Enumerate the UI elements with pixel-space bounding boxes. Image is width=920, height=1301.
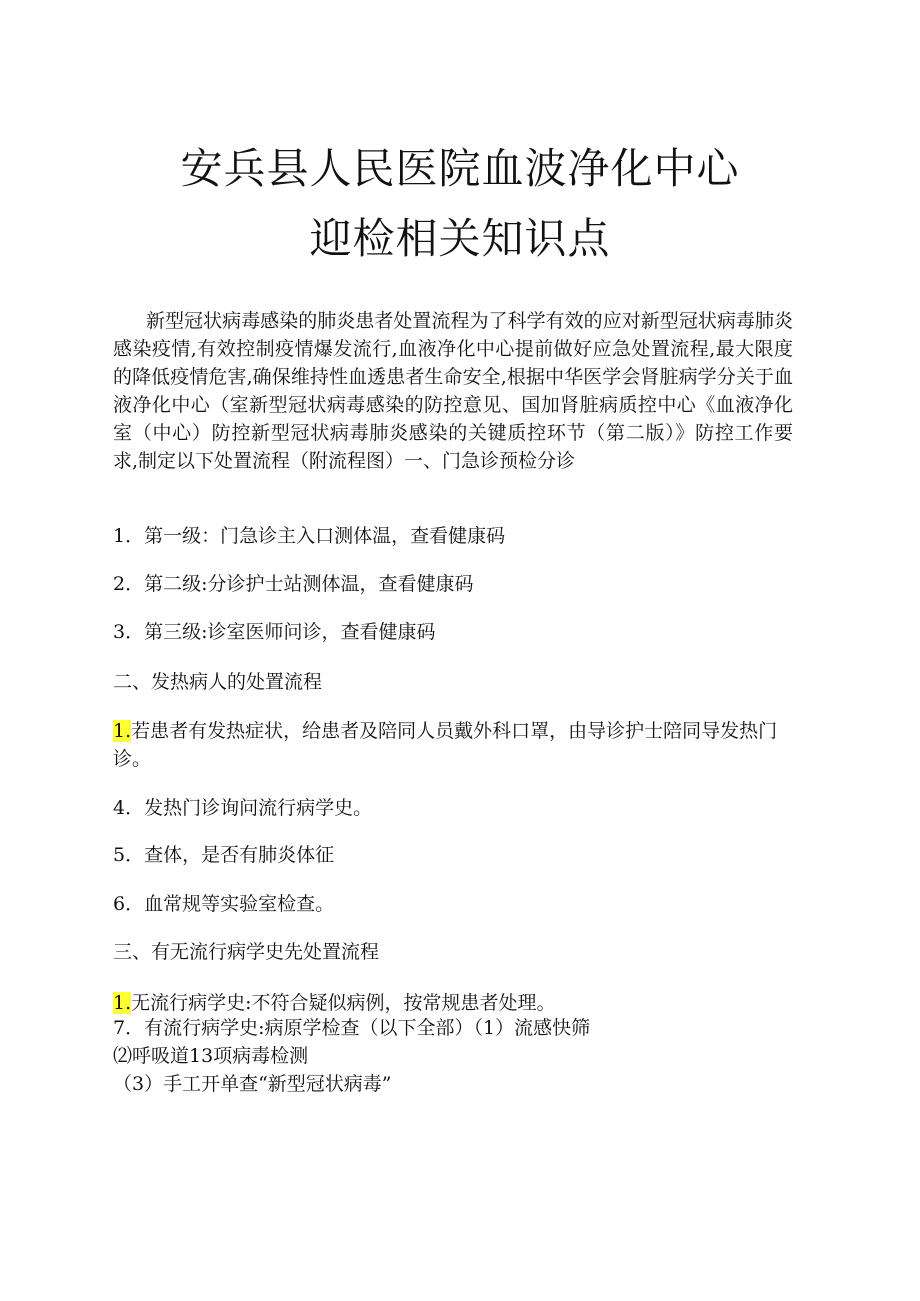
triage-item-2-number: 2	[113, 573, 126, 595]
section3-subitem-3: （3）手工开单查“新型冠状病毒”	[113, 1073, 392, 1095]
triage-item-3	[113, 618, 793, 646]
triage-item-3-text: ．第三级:诊室医师问诊，查看健康码	[125, 621, 436, 643]
section3-item-1-text: 无流行病学史:不符合疑似病例，按常规患者处理。	[131, 992, 556, 1014]
section3-subitem-2: ⑵呼吸道13项病毒检测	[113, 1045, 309, 1067]
section3-item-1-number: 1.	[113, 992, 132, 1014]
document-title: 安兵县人民医院血波净化中心	[180, 144, 740, 193]
document-subtitle: 迎检相关知识点	[309, 214, 611, 263]
triage-item-1-text: ．第一级：门急诊主入口测体温，查看健康码	[125, 525, 506, 547]
section3-item-7-text: ．有流行病学史:病原学检查（以下全部）（1）流感快筛	[125, 1017, 591, 1039]
section2-item-4	[113, 794, 793, 822]
section2-item-4-text: ．发热门诊询问流行病学史。	[125, 797, 373, 819]
section3-heading: 三、有无流行病学史先处置流程	[113, 941, 380, 963]
triage-item-1-number: 1	[113, 525, 126, 547]
section3-item-7-number: 7	[113, 1017, 126, 1039]
section2-item-1-text: 若患者有发热症状，给患者及陪同人员戴外科口罩，由导诊护士陪同导发热门诊。	[113, 720, 778, 770]
section2-item-1-number: 1.	[113, 720, 132, 742]
triage-item-3-number: 3	[113, 621, 126, 643]
section3-item-7	[113, 1014, 793, 1042]
section3-item-1	[113, 989, 793, 1017]
triage-item-1	[113, 522, 793, 550]
section2-item-4-number: 4	[113, 797, 126, 819]
section2-item-5	[113, 841, 793, 869]
triage-item-2	[113, 570, 793, 598]
section2-item-6	[113, 890, 793, 918]
intro-paragraph: 新型冠状病毒感染的肺炎患者处置流程为了科学有效的应对新型冠状病毒肺炎感染疫情,有效控制疫情爆发流行,血液净化中心提前做好应急处置流程,最大限度的降低疫情危害,确保维持性血透患者生命安全,根据中华医学会肾脏病学分关于血液净化中心（室新型冠状病毒感染的防控意见、国加肾脏病质控中心《血液净化室（中心）防控新型冠状病毒肺炎感染的关键质控环节（第二版）》防控工作要求,制定以下处置流程（附流程图）一、门急诊预检分诊	[113, 310, 793, 472]
triage-item-2-text: ．第二级:分诊护士站测体温，查看健康码	[125, 573, 474, 595]
section2-heading: 二、发热病人的处置流程	[113, 671, 323, 693]
section2-item-1	[113, 717, 793, 773]
section2-item-6-text: ．血常规等实验室检查。	[125, 893, 335, 915]
section2-item-6-number: 6	[113, 893, 126, 915]
section2-item-5-text: ．查体，是否有肺炎体征	[125, 844, 335, 866]
section2-item-5-number: 5	[113, 844, 126, 866]
